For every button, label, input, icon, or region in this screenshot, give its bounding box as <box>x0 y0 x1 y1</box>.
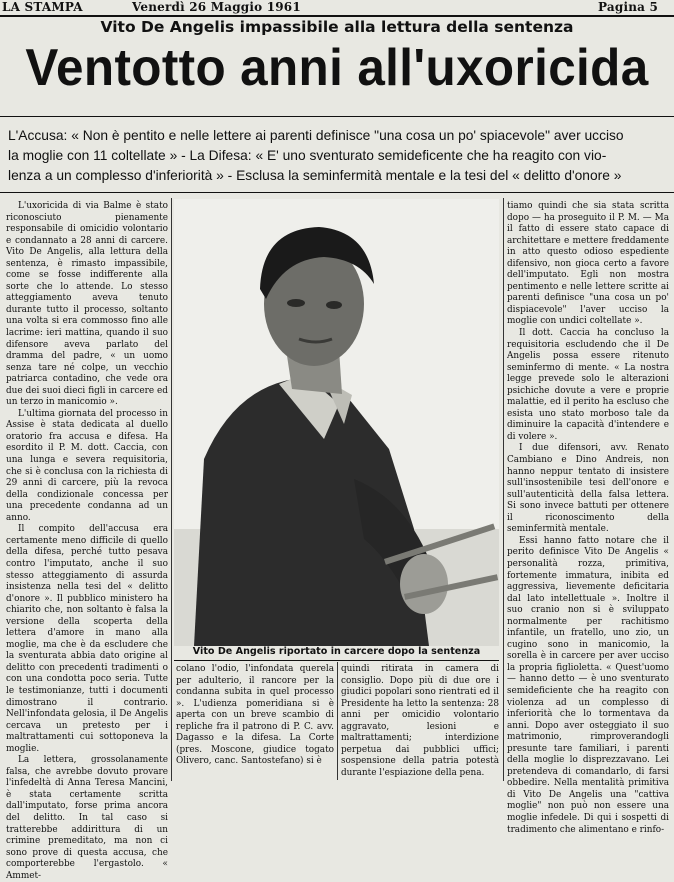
deck-line: L'Accusa: « Non è pentito e nelle lettere ai parenti definisce "una cosa un po' spiacevole" aver ucciso <box>8 128 624 143</box>
page-number: Pagina 5 <box>598 0 659 14</box>
article-column-2a <box>176 664 334 779</box>
newspaper-name: LA STAMPA <box>2 0 83 14</box>
deck-rule <box>0 192 674 193</box>
column-rule <box>503 198 504 781</box>
article-column-1 <box>6 201 168 881</box>
photo <box>174 199 499 646</box>
paragraph: colano l'odio, l'infondata querela per adulterio, il rancore per la condanna subita in quel processo ». L'udienza pomeridiana si è aperta con un breve scambio di repliche fra il patrono di P. C. avv. Dagasso e la difesa. La Corte (pres. Moscone, giudice togato Olivero, canc. Santostefano) si è <box>176 664 334 767</box>
caption-rule <box>174 660 499 661</box>
paragraph: L'ultima giornata del processo in Assise è stata dedicata al duello oratorio fra accusa e difesa. Ha esordito il P. M. dott. Caccia, con una lunga e severa requisitoria, che si è conclusa con la richiesta di 29 anni di carcere, più la revoca della condizionale concessa per una precedente condanna ad un anno. <box>6 408 168 523</box>
deck-line: la moglie con 11 coltellate » - La Difesa: « E' uno sventurato semideficente che ha reagito con vio- <box>8 148 607 163</box>
article-column-3 <box>507 201 669 835</box>
paragraph: La lettera, grossolanamente falsa, che avrebbe dovuto provare l'infedeltà di Anna Teresa Mancini, è stata certamente scritta dall'imputato, forse prima ancora del delitto. In tal caso si tratterebbe addirittura di un crimine premeditato, ma non ci sono prove di questa accusa, che comporterebbe l'ergastolo. « Ammet- <box>6 755 168 881</box>
masthead-rule <box>0 15 674 17</box>
paragraph: Il dott. Caccia ha concluso la requisitoria escludendo che il De Angelis possa essere ritenuto seminfermo di mente. « La nostra legge prevede solo le alterazioni psichiche dovute a vere e proprie malattie, ed il perito ha escluso che esista uno stato morboso tale da diminuire la capacità d'intendere e di volere ». <box>507 328 669 442</box>
deck-line: lenza a un complesso d'inferiorità » - Esclusa la seminfermità mentale e la tesi del « delitto d'onore » <box>8 168 622 183</box>
photo-caption: Vito De Angelis riportato in carcere dopo la sentenza <box>192 646 481 657</box>
column-rule <box>337 662 338 780</box>
kicker: Vito De Angelis impassibile alla lettura della sentenza <box>100 18 574 36</box>
deck <box>8 126 668 186</box>
paragraph: quindi ritirata in camera di consiglio. Dopo più di due ore i giudici popolari sono rientrati ed il Presidente ha letto la sentenza: 28 anni per omicidio volontario aggravato, lesioni e maltrattamenti; interdizione perpetua dai pubblici uffici; sospensione della patria potestà durante l'espiazione della pena. <box>341 664 499 778</box>
paragraph: Essi hanno fatto notare che il perito definisce Vito De Angelis « personalità rozza, primitiva, fortemente immatura, inibita ed aggressiva, lievemente deficitaria dal lato intellettuale ». Inoltre il suo cranio non si è sviluppato normalmente per rachitismo infantile, un fratello, uno zio, un cugino sono in manicomio, la sorella è in carcere per aver ucciso la propria figlioletta. « Quest'uomo — hanno detto — è uno sventurato semideficiente che ha reagito con violenza ad un complesso di inferiorità che lo tormentava da anni. Dopo aver osteggiato il suo matrimonio, rimproverandogli presunte tare familiari, i parenti della moglie lo disprezzavano. Lei pretendeva di comandarlo, di farsi obbedire. Nella mentalità primitiva di Vito De Angelis una "cattiva moglie" non può non essere una moglie infedele. Di qui i sospetti di tradimento che alimentano e rinfo- <box>507 535 669 835</box>
column-rule <box>171 198 172 781</box>
paragraph: L'uxoricida di via Balme è stato riconosciuto pienamente responsabile di omicidio volontario e condannato a 28 anni di carcere. Vito De Angelis, alla lettura della sentenza, è rimasto impassibile, come se fosse indifferente alla sorte che lo attende. Lo stesso atteggiamento aveva tenuto durante tutto il processo, soltanto una volta si era commosso fino alle lacrime: ieri mattina, quando il suo difensore aveva parlato del dramma del padre, « un uomo senza tare né colpe, un vecchio patriarca contadino, che vede ora due dei suoi dieci figli in carcere ed un terzo in manicomio ». <box>6 201 168 408</box>
masthead <box>0 0 674 16</box>
paragraph: Il compito dell'accusa era certamente meno difficile di quello della difesa, perché tutto pesava contro l'imputato, anche il suo stesso atteggiamento di assurda insistenza nella tesi del « delitto d'onore ». Il pubblico ministero ha chiarito che, non soltanto è falsa la versione della scoperta della lettera d'amore in mano alla moglie, ma che è da escludere che la sventurata abbia dato origine al delitto con precedenti tradimenti o con una condotta poco seria. Tutte le testimonianze, tutti i documenti dimostrano il contrario. Nell'infondata gelosia, il De Angelis cercava un pretesto per i maltrattamenti cui sottoponeva la moglie. <box>6 524 168 754</box>
headline-rule <box>0 116 674 117</box>
paragraph: I due difensori, avv. Renato Cambiano e Dino Andreis, non hanno neppur tentato di insistere sull'insostenibile tesi dell'onore e sull'autenticità della falsa lettera. Si sono invece battuti per ottenere il riconoscimento della seminfermità mentale. <box>507 443 669 535</box>
headline: Ventotto anni all'uxoricida <box>25 39 649 97</box>
paragraph: tiamo quindi che sia stata scritta dopo — ha proseguito il P. M. — Ma il fatto di essere stato capace di architettare e mettere freddamente in atto questo odioso espediente difensivo, non gioca certo a favore dell'imputato. Egli non mostra pentimento e nelle lettere scritte ai parenti definisce "una cosa un po' dispiacevole" l'aver ucciso la moglie con undici coltellate ». <box>507 201 669 327</box>
photo-illustration <box>174 199 499 646</box>
article-column-2b <box>341 664 499 779</box>
issue-date: Venerdì 26 Maggio 1961 <box>132 0 301 14</box>
